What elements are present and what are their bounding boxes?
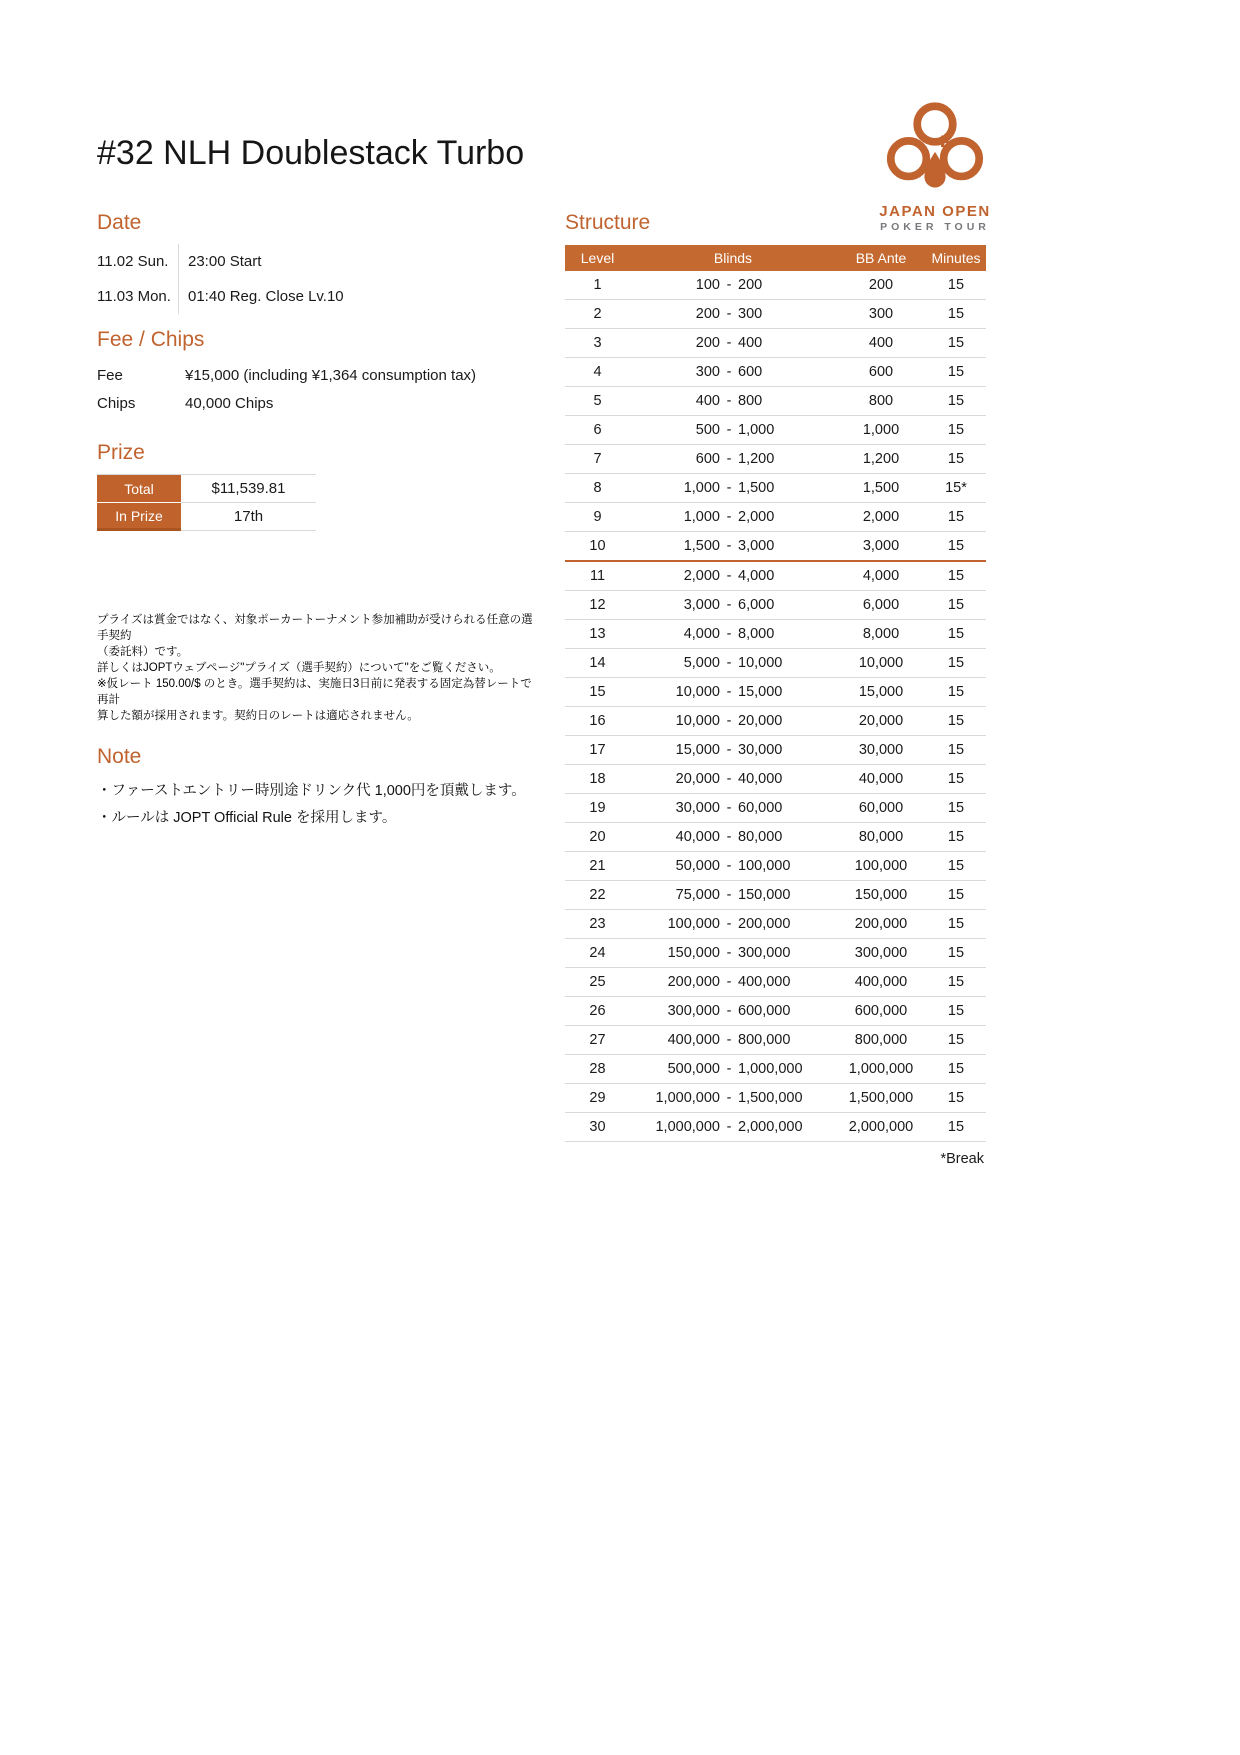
big-blind-value: 6,000 bbox=[738, 597, 775, 613]
minutes-cell: 15 bbox=[947, 684, 965, 700]
minutes-cell: 15 bbox=[947, 626, 965, 642]
minutes-cell: 15 bbox=[947, 974, 965, 990]
blinds-dash: - bbox=[726, 306, 732, 322]
small-blind-value: 200 bbox=[695, 306, 720, 322]
bb-ante-cell: 150,000 bbox=[854, 887, 908, 903]
small-blind-value: 40,000 bbox=[675, 829, 720, 845]
structure-row bbox=[565, 300, 986, 329]
minutes-cell: 15 bbox=[947, 1090, 965, 1106]
page-title: #32 NLH Doublestack Turbo bbox=[97, 134, 525, 172]
blinds-cell bbox=[630, 538, 836, 554]
bb-ante-cell: 300,000 bbox=[854, 945, 908, 961]
prize-heading: Prize bbox=[97, 441, 145, 464]
blinds-dash: - bbox=[726, 945, 732, 961]
structure-row bbox=[565, 707, 986, 736]
level-cell: 6 bbox=[593, 422, 602, 438]
blinds-dash: - bbox=[726, 1090, 732, 1106]
structure-row bbox=[565, 968, 986, 997]
bb-ante-cell: 2,000,000 bbox=[848, 1119, 914, 1135]
prize-inprize-label: In Prize bbox=[97, 503, 181, 531]
big-blind-value: 1,500,000 bbox=[738, 1090, 803, 1106]
bb-ante-cell: 20,000 bbox=[858, 713, 904, 729]
blinds-dash: - bbox=[726, 393, 732, 409]
level-cell: 30 bbox=[589, 1119, 606, 1135]
prize-disclaimer-line: 算した額が採用されます。契約日のレートは適応されません。 bbox=[97, 710, 419, 722]
structure-row bbox=[565, 503, 986, 532]
level-cell: 3 bbox=[593, 335, 602, 351]
bb-ante-cell: 6,000 bbox=[862, 597, 900, 613]
bb-ante-cell: 15,000 bbox=[858, 684, 904, 700]
blinds-dash: - bbox=[726, 974, 732, 990]
small-blind-value: 4,000 bbox=[683, 626, 720, 642]
level-cell: 26 bbox=[589, 1003, 606, 1019]
structure-heading: Structure bbox=[565, 211, 651, 234]
structure-row bbox=[565, 416, 986, 445]
blinds-cell bbox=[630, 887, 836, 903]
bb-ante-cell: 400,000 bbox=[854, 974, 908, 990]
date-heading: Date bbox=[97, 211, 142, 234]
note-section bbox=[97, 744, 557, 832]
small-blind-value: 200,000 bbox=[667, 974, 720, 990]
structure-row bbox=[565, 562, 986, 591]
small-blind-value: 3,000 bbox=[683, 597, 720, 613]
big-blind-value: 200,000 bbox=[738, 916, 791, 932]
structure-row bbox=[565, 1055, 986, 1084]
date-value: 11.02 Sun. bbox=[97, 253, 169, 270]
level-cell: 11 bbox=[589, 568, 606, 584]
break-note: *Break bbox=[940, 1151, 984, 1167]
bb-ante-cell: 400 bbox=[868, 335, 894, 351]
minutes-cell: 15 bbox=[947, 509, 965, 525]
blinds-cell bbox=[630, 306, 836, 322]
minutes-cell: 15 bbox=[947, 858, 965, 874]
small-blind-value: 10,000 bbox=[675, 713, 720, 729]
level-cell: 27 bbox=[589, 1032, 606, 1048]
blinds-dash: - bbox=[726, 771, 732, 787]
big-blind-value: 100,000 bbox=[738, 858, 791, 874]
minutes-cell: 15 bbox=[947, 306, 965, 322]
blinds-cell bbox=[630, 480, 836, 496]
blinds-cell bbox=[630, 858, 836, 874]
blinds-dash: - bbox=[726, 597, 732, 613]
bb-ante-cell: 1,000 bbox=[862, 422, 900, 438]
blinds-dash: - bbox=[726, 655, 732, 671]
level-cell: 7 bbox=[593, 451, 602, 467]
small-blind-value: 20,000 bbox=[675, 771, 720, 787]
prize-disclaimer-line: プライズは賞金ではなく、対象ポーカートーナメント参加補助が受けられる任意の選手契約 bbox=[97, 614, 533, 642]
col-header-level: Level bbox=[580, 250, 615, 266]
big-blind-value: 15,000 bbox=[738, 684, 783, 700]
big-blind-value: 2,000,000 bbox=[738, 1119, 803, 1135]
fee-row bbox=[97, 361, 527, 389]
blinds-cell bbox=[630, 568, 836, 584]
bb-ante-cell: 10,000 bbox=[858, 655, 904, 671]
small-blind-value: 500 bbox=[695, 422, 720, 438]
structure-row bbox=[565, 852, 986, 881]
small-blind-value: 1,500 bbox=[683, 538, 720, 554]
blinds-dash: - bbox=[726, 829, 732, 845]
blinds-cell bbox=[630, 277, 836, 293]
small-blind-value: 150,000 bbox=[667, 945, 720, 961]
small-blind-value: 100 bbox=[695, 277, 720, 293]
fee-value: ¥15,000 (including ¥1,364 consumption tax) bbox=[185, 366, 477, 384]
fee-chips-section bbox=[97, 327, 527, 417]
small-blind-value: 400,000 bbox=[667, 1032, 720, 1048]
small-blind-value: 300 bbox=[695, 364, 720, 380]
bb-ante-cell: 1,200 bbox=[862, 451, 900, 467]
big-blind-value: 40,000 bbox=[738, 771, 783, 787]
minutes-cell: 15 bbox=[947, 1061, 965, 1077]
structure-section bbox=[565, 210, 986, 1167]
prize-disclaimer-line: （委託料）です。 bbox=[97, 646, 189, 658]
structure-row bbox=[565, 910, 986, 939]
big-blind-value: 2,000 bbox=[738, 509, 775, 525]
prize-disclaimer-line: ※仮レート 150.00/$ のとき。選手契約は、実施日3日前に発表する固定為替レートで再計 bbox=[97, 678, 532, 706]
date-row bbox=[97, 244, 527, 279]
structure-row bbox=[565, 736, 986, 765]
level-cell: 28 bbox=[589, 1061, 606, 1077]
blinds-cell bbox=[630, 829, 836, 845]
blinds-cell bbox=[630, 451, 836, 467]
structure-row bbox=[565, 649, 986, 678]
blinds-dash: - bbox=[726, 1061, 732, 1077]
structure-row bbox=[565, 794, 986, 823]
blinds-dash: - bbox=[726, 451, 732, 467]
date-section bbox=[97, 210, 527, 314]
col-header-minutes: Minutes bbox=[931, 250, 981, 266]
big-blind-value: 60,000 bbox=[738, 800, 783, 816]
bb-ante-cell: 100,000 bbox=[854, 858, 908, 874]
level-cell: 22 bbox=[589, 887, 606, 903]
level-cell: 19 bbox=[589, 800, 606, 816]
level-cell: 12 bbox=[589, 597, 606, 613]
date-value: 11.03 Mon. bbox=[97, 288, 171, 305]
structure-row bbox=[565, 765, 986, 794]
big-blind-value: 30,000 bbox=[738, 742, 783, 758]
blinds-cell bbox=[630, 1032, 836, 1048]
blinds-cell bbox=[630, 655, 836, 671]
structure-row bbox=[565, 1026, 986, 1055]
level-cell: 25 bbox=[589, 974, 606, 990]
blinds-cell bbox=[630, 1061, 836, 1077]
minutes-cell: 15 bbox=[947, 568, 965, 584]
prize-total-value: $11,539.81 bbox=[181, 475, 316, 503]
level-cell: 23 bbox=[589, 916, 606, 932]
bb-ante-cell: 4,000 bbox=[862, 568, 900, 584]
prize-inprize-value: 17th bbox=[181, 503, 316, 531]
bb-ante-cell: 200 bbox=[868, 277, 894, 293]
level-cell: 29 bbox=[589, 1090, 606, 1106]
blinds-cell bbox=[630, 422, 836, 438]
logo-poker-tour-text: POKER TOUR bbox=[880, 221, 990, 233]
big-blind-value: 300 bbox=[738, 306, 763, 322]
minutes-cell: 15 bbox=[947, 597, 965, 613]
blinds-dash: - bbox=[726, 480, 732, 496]
blinds-dash: - bbox=[726, 335, 732, 351]
blinds-dash: - bbox=[726, 742, 732, 758]
structure-row bbox=[565, 329, 986, 358]
blinds-cell bbox=[630, 713, 836, 729]
small-blind-value: 75,000 bbox=[675, 887, 720, 903]
structure-row bbox=[565, 678, 986, 707]
date-desc: 01:40 Reg. Close Lv.10 bbox=[178, 279, 527, 314]
blinds-dash: - bbox=[726, 916, 732, 932]
bb-ante-cell: 600 bbox=[868, 364, 894, 380]
bb-ante-cell: 40,000 bbox=[858, 771, 904, 787]
blinds-cell bbox=[630, 974, 836, 990]
jopt-clover-icon bbox=[882, 100, 988, 200]
structure-row bbox=[565, 591, 986, 620]
small-blind-value: 50,000 bbox=[675, 858, 720, 874]
prize-total-label: Total bbox=[97, 475, 181, 503]
level-cell: 2 bbox=[593, 306, 602, 322]
blinds-dash: - bbox=[726, 684, 732, 700]
structure-row bbox=[565, 620, 986, 649]
minutes-cell: 15 bbox=[947, 1032, 965, 1048]
blinds-dash: - bbox=[726, 364, 732, 380]
fee-label: Fee bbox=[97, 366, 123, 384]
blinds-dash: - bbox=[726, 1119, 732, 1135]
minutes-cell: 15 bbox=[947, 1119, 965, 1135]
minutes-cell: 15 bbox=[947, 771, 965, 787]
minutes-cell: 15 bbox=[947, 742, 965, 758]
minutes-cell: 15 bbox=[947, 829, 965, 845]
prize-disclaimer-text bbox=[97, 612, 537, 724]
bb-ante-cell: 800,000 bbox=[854, 1032, 908, 1048]
small-blind-value: 5,000 bbox=[683, 655, 720, 671]
big-blind-value: 1,000,000 bbox=[738, 1061, 803, 1077]
level-cell: 14 bbox=[589, 655, 606, 671]
bb-ante-cell: 800 bbox=[868, 393, 894, 409]
level-cell: 20 bbox=[589, 829, 606, 845]
blinds-cell bbox=[630, 742, 836, 758]
big-blind-value: 800 bbox=[738, 393, 763, 409]
blinds-dash: - bbox=[726, 538, 732, 554]
blinds-dash: - bbox=[726, 800, 732, 816]
note-line: ・ファーストエントリー時別途ドリンク代 1,000円を頂戴します。 bbox=[97, 783, 526, 799]
fee-chips-heading: Fee / Chips bbox=[97, 328, 205, 351]
minutes-cell: 15 bbox=[947, 655, 965, 671]
blinds-cell bbox=[630, 1090, 836, 1106]
bb-ante-cell: 30,000 bbox=[858, 742, 904, 758]
bb-ante-cell: 3,000 bbox=[862, 538, 900, 554]
blinds-cell bbox=[630, 597, 836, 613]
big-blind-value: 600 bbox=[738, 364, 763, 380]
big-blind-value: 300,000 bbox=[738, 945, 791, 961]
chips-label: Chips bbox=[97, 394, 136, 412]
blinds-cell bbox=[630, 393, 836, 409]
big-blind-value: 600,000 bbox=[738, 1003, 791, 1019]
structure-row bbox=[565, 358, 986, 387]
structure-row bbox=[565, 474, 986, 503]
small-blind-value: 2,000 bbox=[683, 568, 720, 584]
bb-ante-cell: 300 bbox=[868, 306, 894, 322]
level-cell: 5 bbox=[593, 393, 602, 409]
minutes-cell: 15 bbox=[947, 887, 965, 903]
level-cell: 10 bbox=[589, 538, 606, 554]
blinds-dash: - bbox=[726, 509, 732, 525]
blinds-cell bbox=[630, 800, 836, 816]
blinds-dash: - bbox=[726, 277, 732, 293]
blinds-dash: - bbox=[726, 713, 732, 729]
prize-total-row bbox=[97, 475, 316, 503]
structure-row bbox=[565, 1113, 986, 1142]
blinds-cell bbox=[630, 626, 836, 642]
blinds-dash: - bbox=[726, 1032, 732, 1048]
minutes-cell: 15 bbox=[947, 277, 965, 293]
big-blind-value: 4,000 bbox=[738, 568, 775, 584]
level-cell: 4 bbox=[593, 364, 602, 380]
level-cell: 21 bbox=[589, 858, 606, 874]
logo-japan-open-text: JAPAN OPEN bbox=[879, 203, 991, 220]
prize-table bbox=[97, 474, 316, 531]
bb-ante-cell: 1,500 bbox=[862, 480, 900, 496]
big-blind-value: 800,000 bbox=[738, 1032, 791, 1048]
minutes-cell: 15 bbox=[947, 916, 965, 932]
chips-value: 40,000 Chips bbox=[185, 394, 274, 412]
structure-row bbox=[565, 1084, 986, 1113]
col-header-blinds: Blinds bbox=[713, 250, 753, 266]
bb-ante-cell: 1,500,000 bbox=[848, 1090, 914, 1106]
structure-header-row bbox=[565, 245, 986, 271]
bb-ante-cell: 600,000 bbox=[854, 1003, 908, 1019]
minutes-cell: 15 bbox=[947, 945, 965, 961]
level-cell: 17 bbox=[589, 742, 606, 758]
bb-ante-cell: 80,000 bbox=[858, 829, 904, 845]
structure-row bbox=[565, 271, 986, 300]
structure-row bbox=[565, 445, 986, 474]
prize-section bbox=[97, 440, 357, 531]
bb-ante-cell: 8,000 bbox=[862, 626, 900, 642]
level-cell: 9 bbox=[593, 509, 602, 525]
minutes-cell: 15 bbox=[947, 800, 965, 816]
blinds-dash: - bbox=[726, 626, 732, 642]
small-blind-value: 10,000 bbox=[675, 684, 720, 700]
blinds-dash: - bbox=[726, 1003, 732, 1019]
small-blind-value: 1,000 bbox=[683, 509, 720, 525]
big-blind-value: 20,000 bbox=[738, 713, 783, 729]
small-blind-value: 1,000,000 bbox=[655, 1119, 720, 1135]
blinds-cell bbox=[630, 509, 836, 525]
structure-row bbox=[565, 997, 986, 1026]
structure-row bbox=[565, 939, 986, 968]
note-line: ・ルールは JOPT Official Rule を採用します。 bbox=[97, 810, 397, 826]
big-blind-value: 150,000 bbox=[738, 887, 791, 903]
big-blind-value: 1,000 bbox=[738, 422, 775, 438]
big-blind-value: 1,200 bbox=[738, 451, 775, 467]
blinds-cell bbox=[630, 916, 836, 932]
blinds-dash: - bbox=[726, 422, 732, 438]
bb-ante-cell: 2,000 bbox=[862, 509, 900, 525]
minutes-cell: 15 bbox=[947, 335, 965, 351]
chips-row bbox=[97, 389, 527, 417]
prize-disclaimer-line: 詳しくはJOPTウェブページ"プライズ（選手契約）について"をご覧ください。 bbox=[97, 662, 501, 674]
blinds-cell bbox=[630, 335, 836, 351]
blinds-cell bbox=[630, 945, 836, 961]
minutes-cell: 15 bbox=[947, 393, 965, 409]
prize-inprize-row bbox=[97, 503, 316, 531]
structure-row bbox=[565, 532, 986, 562]
big-blind-value: 200 bbox=[738, 277, 763, 293]
level-cell: 8 bbox=[593, 480, 602, 496]
small-blind-value: 30,000 bbox=[675, 800, 720, 816]
blinds-dash: - bbox=[726, 858, 732, 874]
big-blind-value: 8,000 bbox=[738, 626, 775, 642]
big-blind-value: 1,500 bbox=[738, 480, 775, 496]
level-cell: 24 bbox=[589, 945, 606, 961]
minutes-cell: 15 bbox=[947, 364, 965, 380]
date-table bbox=[97, 244, 527, 314]
big-blind-value: 80,000 bbox=[738, 829, 783, 845]
structure-row bbox=[565, 823, 986, 852]
col-header-bbante: BB Ante bbox=[855, 250, 907, 266]
small-blind-value: 15,000 bbox=[675, 742, 720, 758]
minutes-cell: 15 bbox=[947, 1003, 965, 1019]
structure-table-body bbox=[565, 271, 986, 1142]
blinds-cell bbox=[630, 684, 836, 700]
blinds-cell bbox=[630, 771, 836, 787]
blinds-cell bbox=[630, 1119, 836, 1135]
small-blind-value: 500,000 bbox=[667, 1061, 720, 1077]
blinds-dash: - bbox=[726, 887, 732, 903]
big-blind-value: 3,000 bbox=[738, 538, 775, 554]
date-row bbox=[97, 279, 527, 314]
bb-ante-cell: 60,000 bbox=[858, 800, 904, 816]
big-blind-value: 400 bbox=[738, 335, 763, 351]
minutes-cell: 15 bbox=[947, 422, 965, 438]
minutes-cell: 15* bbox=[945, 480, 967, 496]
date-desc: 23:00 Start bbox=[178, 244, 527, 279]
level-cell: 1 bbox=[593, 277, 602, 293]
note-heading: Note bbox=[97, 745, 142, 768]
level-cell: 16 bbox=[589, 713, 606, 729]
level-cell: 15 bbox=[589, 684, 606, 700]
small-blind-value: 1,000 bbox=[683, 480, 720, 496]
blinds-dash: - bbox=[726, 568, 732, 584]
level-cell: 13 bbox=[589, 626, 606, 642]
minutes-cell: 15 bbox=[947, 451, 965, 467]
big-blind-value: 400,000 bbox=[738, 974, 791, 990]
blinds-cell bbox=[630, 364, 836, 380]
bb-ante-cell: 200,000 bbox=[854, 916, 908, 932]
big-blind-value: 10,000 bbox=[738, 655, 783, 671]
small-blind-value: 100,000 bbox=[667, 916, 720, 932]
minutes-cell: 15 bbox=[947, 713, 965, 729]
small-blind-value: 600 bbox=[695, 451, 720, 467]
bb-ante-cell: 1,000,000 bbox=[848, 1061, 914, 1077]
small-blind-value: 400 bbox=[695, 393, 720, 409]
blinds-cell bbox=[630, 1003, 836, 1019]
structure-row bbox=[565, 387, 986, 416]
small-blind-value: 1,000,000 bbox=[655, 1090, 720, 1106]
minutes-cell: 15 bbox=[947, 538, 965, 554]
structure-row bbox=[565, 881, 986, 910]
small-blind-value: 300,000 bbox=[667, 1003, 720, 1019]
small-blind-value: 200 bbox=[695, 335, 720, 351]
level-cell: 18 bbox=[589, 771, 606, 787]
